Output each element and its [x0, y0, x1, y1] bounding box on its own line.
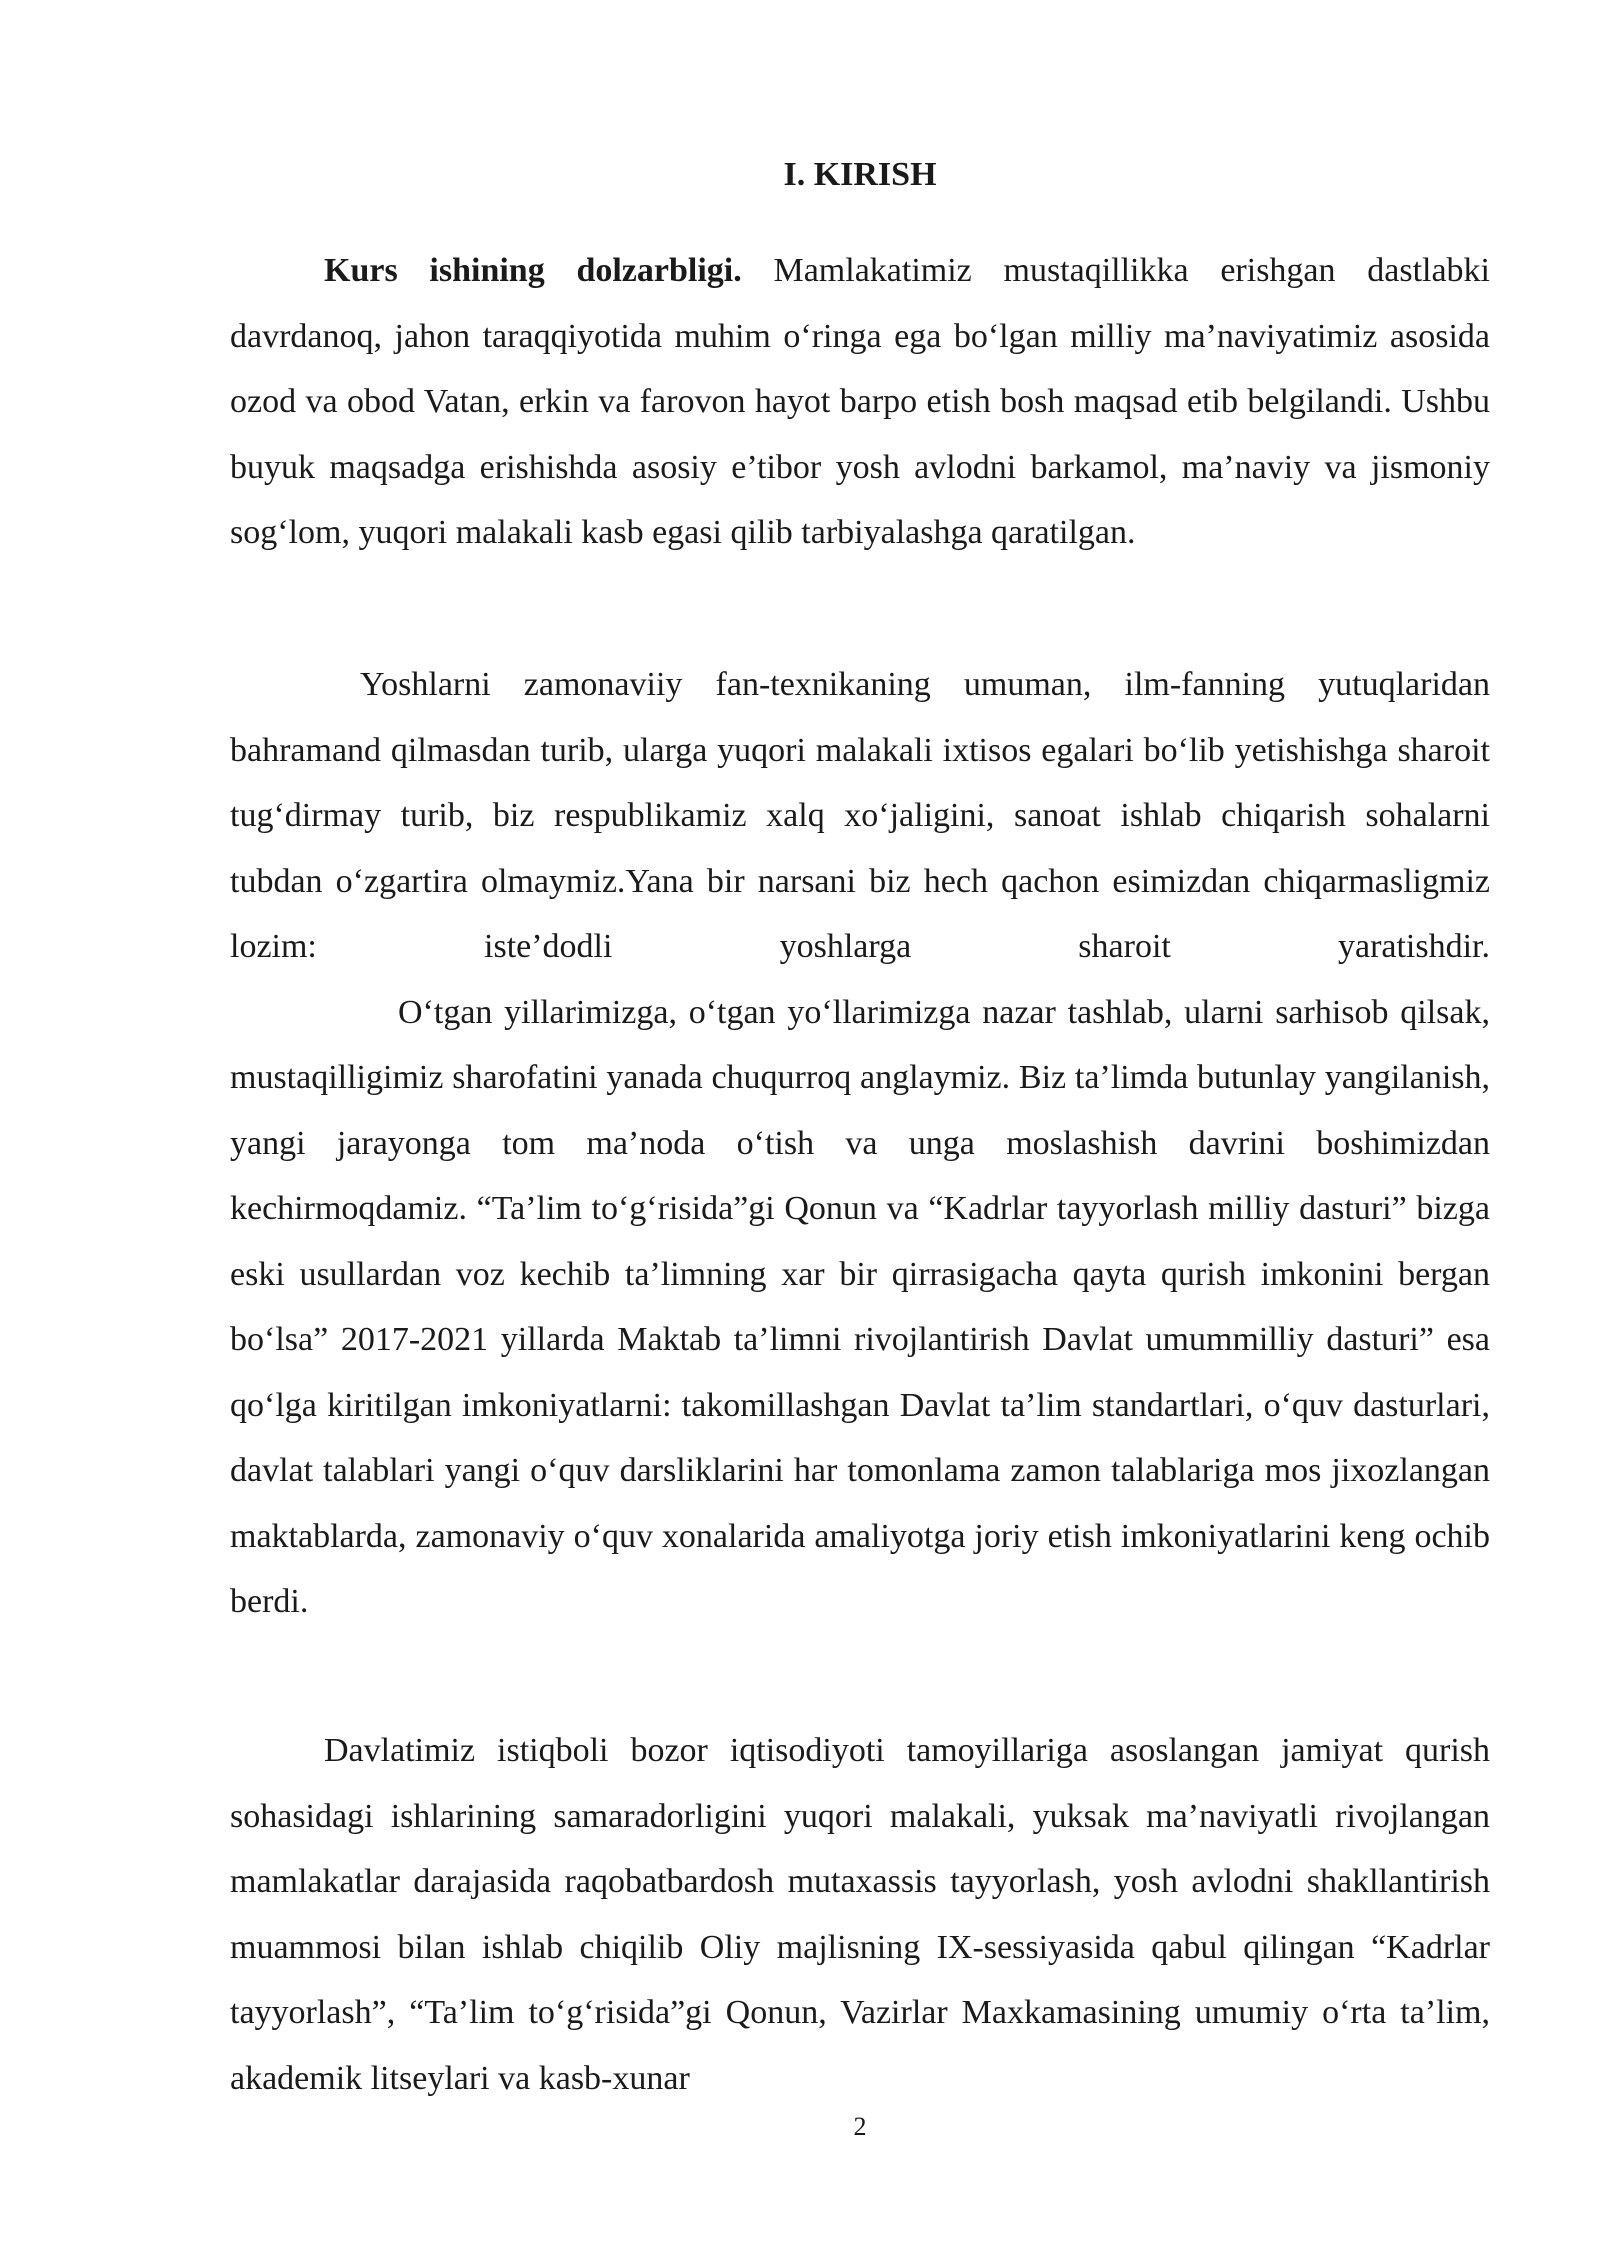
paragraph-relevance: [230, 238, 1490, 566]
page-number: 2: [853, 2112, 867, 2141]
paragraph-youth: [230, 652, 1490, 1635]
paragraph-text: O‘tgan yillarimizga, o‘tgan yo‘llarimizga nazar tashlab, ularni sarhisob qilsak, mustaqilligimiz sharofatini yanada chuqurroq anglaymiz. Biz ta’limda butunlay yangilanish, yangi jarayonga tom ma’noda o‘tish va unga moslashish davrini boshimizdan kechirmoqdamiz. “Ta’lim to‘g‘risida”gi Qonun va “Kadrlar tayyorlash milliy dasturi” bizga eski usullardan voz kechib ta’limning xar bir qirrasigacha qayta qurish imkonini bergan bo‘lsa” 2017-2021 yillarda Maktab ta’limni rivojlantirish Davlat umummilliy dasturi” esa qo‘lga kiritilgan imkoniyatlarni: takomillashgan Davlat ta’lim standartlari, o‘quv dasturlari, davlat talablari yangi o‘quv darsliklarini har tomonlama zamon talablariga mos jixozlangan maktablarda, zamonaviy o‘quv xonalarida amaliyotga joriy etish imkoniyatlarini keng ochib berdi.: [230, 993, 1490, 1620]
paragraph-text: Yoshlarni zamonaviiy fan-texnikaning umuman, ilm-fanning yutuqlaridan bahramand qilmasdan turib, ularga yuqori malakali ixtisos egalari bo‘lib yetishishga sharoit tug‘dirmay turib, biz respublikamiz xalq xo‘jaligini, sanoat ishlab chiqarish sohalarni tubdan o‘zgartira olmaymiz.Yana bir narsani biz hech qachon esimizdan chiqarmasligmiz lozim: iste’dodli yoshlarga sharoit yaratishdir.: [230, 666, 1490, 965]
paragraph-state-prospects: Davlatimiz istiqboli bozor iqtisodiyoti tamoyillariga asoslangan jamiyat qurish sohasidagi ishlarining samaradorligini yuqori malakali, yuksak ma’naviyatli rivojlangan mamlakatlar darajasida raqobatbardosh mutaxassis tayyorlash, yosh avlodni shakllantirish muammosi bilan ishlab chiqilib Oliy majlisning IX-sessiyasida qabul qilingan “Kadrlar tayyorlash”, “Ta’lim to‘g‘risida”gi Qonun, Vazirlar Maxkamasining umumiy o‘rta ta’lim, akademik litseylari va kasb-xunar: [230, 1732, 1490, 2097]
paragraph-text: Mamlakatimiz mustaqillikka erishgan dastlabki davrdanoq, jahon taraqqiyotida muhim o‘ringa ega bo‘lgan milliy ma’naviyatimiz asosida ozod va obod Vatan, erkin va farovon hayot barpo etish bosh maqsad etib belgilandi. Ushbu buyuk maqsadga erishishda asosiy e’tibor yosh avlodni barkamol, ma’naviy va jismoniy sog‘lom, yuqori malakali kasb egasi qilib tarbiyalashga qaratilgan.: [230, 252, 1491, 551]
paragraph-lead: Kurs ishining dolzarbligi.: [324, 252, 742, 289]
section-title: I. KIRISH: [783, 156, 937, 193]
